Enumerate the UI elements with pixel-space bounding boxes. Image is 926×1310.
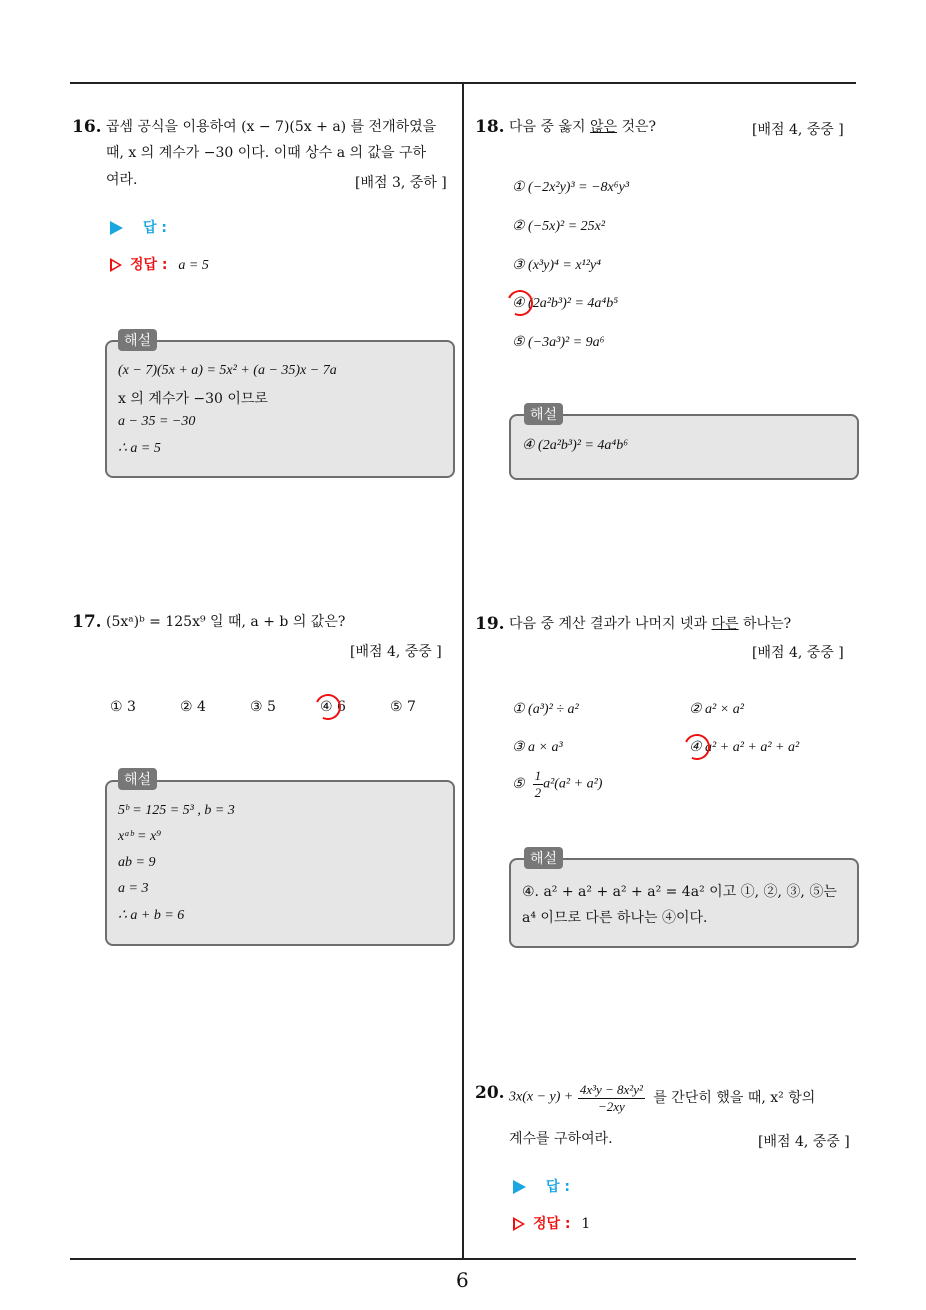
fraction-half <box>533 768 544 801</box>
outline-triangle-icon <box>110 258 122 272</box>
text-part: 다음 중 옳지 <box>509 119 590 135</box>
solution-line: ab = 9 <box>118 855 156 870</box>
question-17-line1: (5xᵃ)ᵇ = 125x⁹ 일 때, a + b 의 값은? <box>106 614 346 630</box>
question-18-solution-tag: 해설 <box>524 403 563 425</box>
option-5[interactable] <box>512 768 602 801</box>
option-1[interactable]: ① (−2x²y)³ = −8x⁶y³ <box>512 180 630 195</box>
option-5[interactable]: ⑤ (−3a³)² = 9a⁶ <box>512 335 605 350</box>
question-20-correct <box>513 1213 590 1233</box>
question-16-correct <box>110 254 209 274</box>
question-20-line1 <box>509 1082 815 1114</box>
fraction-denominator: 2 <box>534 785 542 800</box>
question-18-line1 <box>509 119 656 136</box>
fraction-numerator: 4x³y − 8x²y² <box>579 1082 643 1097</box>
question-17-number: 17. <box>72 612 102 632</box>
answer-circle-mark <box>680 730 713 763</box>
question-16-score: [배점 3, 중하 ] <box>355 175 447 191</box>
question-18-number: 18. <box>475 117 505 137</box>
play-triangle-icon <box>513 1180 526 1194</box>
question-16-number: 16. <box>72 117 102 137</box>
underlined-text: 않은 <box>589 119 618 135</box>
question-20-score: [배점 4, 중중 ] <box>758 1134 850 1150</box>
outline-triangle-icon <box>513 1217 525 1231</box>
correct-value: a = 5 <box>178 258 209 273</box>
text-part: 것은? <box>617 119 657 135</box>
question-18-score: [배점 4, 중중 ] <box>752 122 844 138</box>
question-16-solution-box <box>105 340 455 478</box>
option-1[interactable]: ① 3 <box>110 699 136 715</box>
option-5[interactable]: ⑤ 7 <box>390 699 416 715</box>
option-2[interactable]: ② a² × a² <box>689 702 744 717</box>
solution-line: ④ (2a²b³)² = 4a⁴b⁶ <box>522 438 629 453</box>
answer-label: 답 : <box>546 1179 570 1195</box>
option-2[interactable]: ② (−5x)² = 25x² <box>512 219 606 234</box>
solution-line: xᵃᵇ = x⁹ <box>118 829 162 844</box>
solution-line: (x − 7)(5x + a) = 5x² + (a − 35)x − 7a <box>118 363 337 378</box>
answer-circle-mark <box>503 286 536 319</box>
question-16-answer[interactable] <box>110 217 167 237</box>
question-19-score: [배점 4, 중중 ] <box>752 645 844 661</box>
answer-circle-mark <box>311 690 344 723</box>
solution-line: ④. a² + a² + a² + a² = 4a² 이고 ①, ②, ③, ⑤는 <box>522 884 837 900</box>
text-part: 하나는? <box>738 616 792 632</box>
play-triangle-icon <box>110 221 123 235</box>
option-5-marker: ⑤ <box>512 777 525 792</box>
question-20-number: 20. <box>475 1083 505 1103</box>
expression-fraction <box>578 1082 645 1114</box>
expression-part: 3x(x − y) + <box>509 1089 574 1105</box>
question-19-line1 <box>509 616 791 633</box>
expression-part: 를 간단히 했을 때, x² 항의 <box>653 1089 816 1106</box>
option-3[interactable]: ③ a × a³ <box>512 740 563 755</box>
bottom-rule <box>70 1258 856 1260</box>
solution-line: 5ᵇ = 125 = 5³ , b = 3 <box>118 803 235 818</box>
text-part: 다음 중 계산 결과가 나머지 넷과 <box>509 616 712 632</box>
solution-line: a = 3 <box>118 881 149 896</box>
solution-line: a − 35 = −30 <box>118 414 196 429</box>
option-1[interactable]: ① (a³)² ÷ a² <box>512 702 579 717</box>
question-17-score: [배점 4, 중중 ] <box>350 644 442 660</box>
question-16-line1: 곱셈 공식을 이용하여 (x − 7)(5x + a) 를 전개하였을 <box>106 119 437 135</box>
question-20-line2: 계수를 구하여라. <box>509 1131 613 1147</box>
column-divider <box>462 84 464 1259</box>
answer-label: 답 : <box>143 220 167 236</box>
question-16-line2: 때, x 의 계수가 −30 이다. 이때 상수 a 의 값을 구하 <box>106 145 427 161</box>
question-20-answer[interactable] <box>513 1176 570 1196</box>
solution-line: ∴ a + b = 6 <box>118 908 185 923</box>
option-5-expression: a²(a² + a²) <box>543 776 603 792</box>
question-16-solution-tag: 해설 <box>118 329 157 351</box>
option-4[interactable]: ④ (2a²b³)² = 4a⁴b⁵ <box>512 296 619 311</box>
underlined-text: 다른 <box>711 616 739 632</box>
question-19-number: 19. <box>475 614 505 634</box>
correct-label: 정답 : <box>533 1216 571 1232</box>
option-3[interactable]: ③ 5 <box>250 699 276 715</box>
correct-value: 1 <box>581 1216 591 1232</box>
option-3[interactable]: ③ (x³y)⁴ = x¹²y⁴ <box>512 258 602 273</box>
solution-line: a⁴ 이므로 다른 하나는 ④이다. <box>522 910 708 926</box>
fraction-denominator: −2xy <box>597 1098 625 1114</box>
option-4[interactable]: ④ 6 <box>320 699 346 715</box>
fraction-numerator: 1 <box>534 768 542 783</box>
option-4[interactable]: ④ a² + a² + a² + a² <box>689 740 800 755</box>
option-2[interactable]: ② 4 <box>180 699 206 715</box>
question-19-solution-tag: 해설 <box>524 847 563 869</box>
question-17-solution-tag: 해설 <box>118 768 157 790</box>
solution-line: x 의 계수가 −30 이므로 <box>118 391 268 407</box>
page-number: 6 <box>456 1268 469 1292</box>
solution-line: ∴ a = 5 <box>118 441 161 456</box>
question-16-line3: 여라. <box>106 172 138 188</box>
question-19-solution-box <box>509 858 859 948</box>
correct-label: 정답 : <box>130 257 168 273</box>
